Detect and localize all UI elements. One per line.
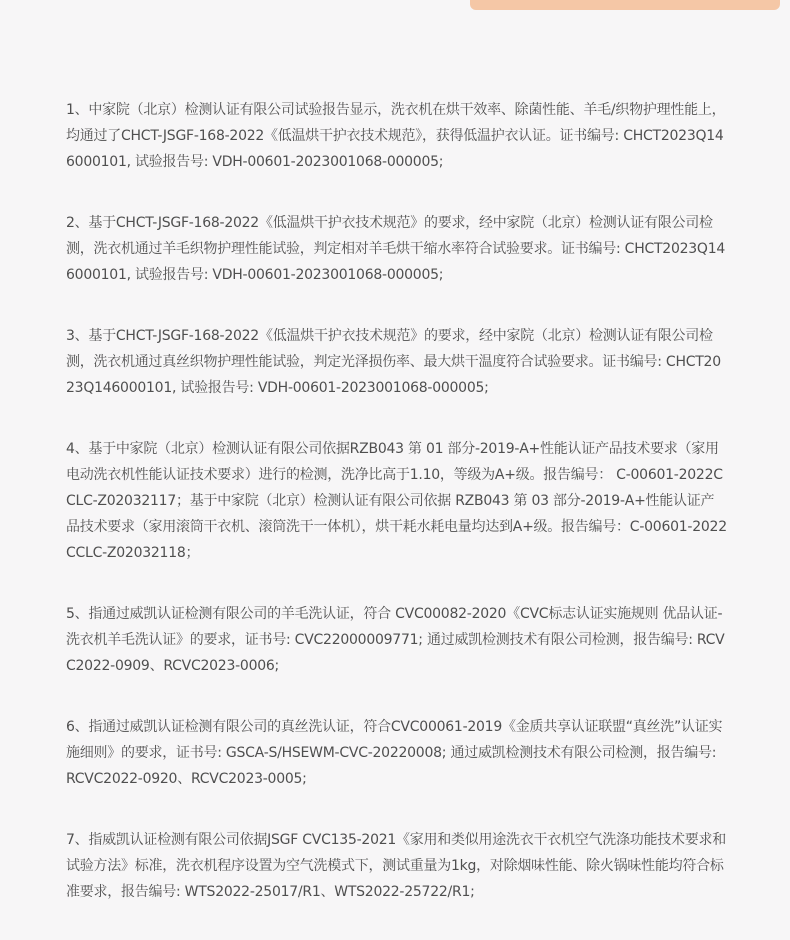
footnote-1: 1、中家院（北京）检测认证有限公司试验报告显示，洗衣机在烘干效率、除菌性能、羊毛/织物护理性能上，均通过了CHCT-JSGF-168-2022《低温烘干护衣技术规范》，获得低温护衣认证。证书编号: CHCT2023Q146000101, 试验报告号: VDH-00601-2023001068-000005; [66,102,726,170]
footnote-3: 3、基于CHCT-JSGF-168-2022《低温烘干护衣技术规范》的要求，经中家院（北京）检测认证有限公司检测，洗衣机通过真丝织物护理性能试验，判定光泽损伤率、最大烘干温度符合试验要求。证书编号: CHCT2023Q146000101, 试验报告号: VDH-00601-2023001068-000005; [66,328,721,396]
footnote-2: 2、基于CHCT-JSGF-168-2022《低温烘干护衣技术规范》的要求，经中家院（北京）检测认证有限公司检测，洗衣机通过羊毛织物护理性能试验，判定相对羊毛烘干缩水率符合试验要求。证书编号: CHCT2023Q146000101, 试验报告号: VDH-00601-2023001068-000005; [66,215,726,283]
footnote-6: 6、指通过威凯认证检测有限公司的真丝洗认证，符合CVC00061-2019《金质共享认证联盟“真丝洗”认证实施细则》的要求，证书号: GSCA-S/HSEWM-CVC-20220008; 通过威凯检测技术有限公司检测，报告编号: RCVC2022-0920、RCVC2023-0005; [66,719,723,787]
footnote-list [66,97,728,940]
top-accent-bar [470,0,780,10]
footnote-4: 4、基于中家院（北京）检测认证有限公司依据RZB043 第 01 部分-2019-A+性能认证产品技术要求（家用电动洗衣机性能认证技术要求）进行的检测，洗净比高于1.10，等级为A+级。报告编号： C-00601-2022CCLC-Z02032117；基于中家院（北京）检测认证有限公司依据 RZB043 第 03 部分-2019-A+性能认证产品技术要求（家用滚筒干衣机、滚筒洗干一体机），烘干耗水耗电量均达到A+级。报告编号：C-00601-2022CCLC-Z02032118； [66,441,727,561]
footnote-7: 7、指威凯认证检测有限公司依据JSGF CVC135-2021《家用和类似用途洗衣干衣机空气洗涤功能技术要求和试验方法》标准，洗衣机程序设置为空气洗模式下，测试重量为1kg，对除烟味性能、除火锅味性能均符合标准要求，报告编号: WTS2022-25017/R1、WTS2022-25722/R1; [66,832,727,900]
footnote-5: 5、指通过威凯认证检测有限公司的羊毛洗认证，符合 CVC00082-2020《CVC标志认证实施规则 优品认证-洗衣机羊毛洗认证》的要求，证书号: CVC22000009771; 通过威凯检测技术有限公司检测，报告编号: RCVC2022-0909、RCVC2023-0006; [66,606,725,674]
